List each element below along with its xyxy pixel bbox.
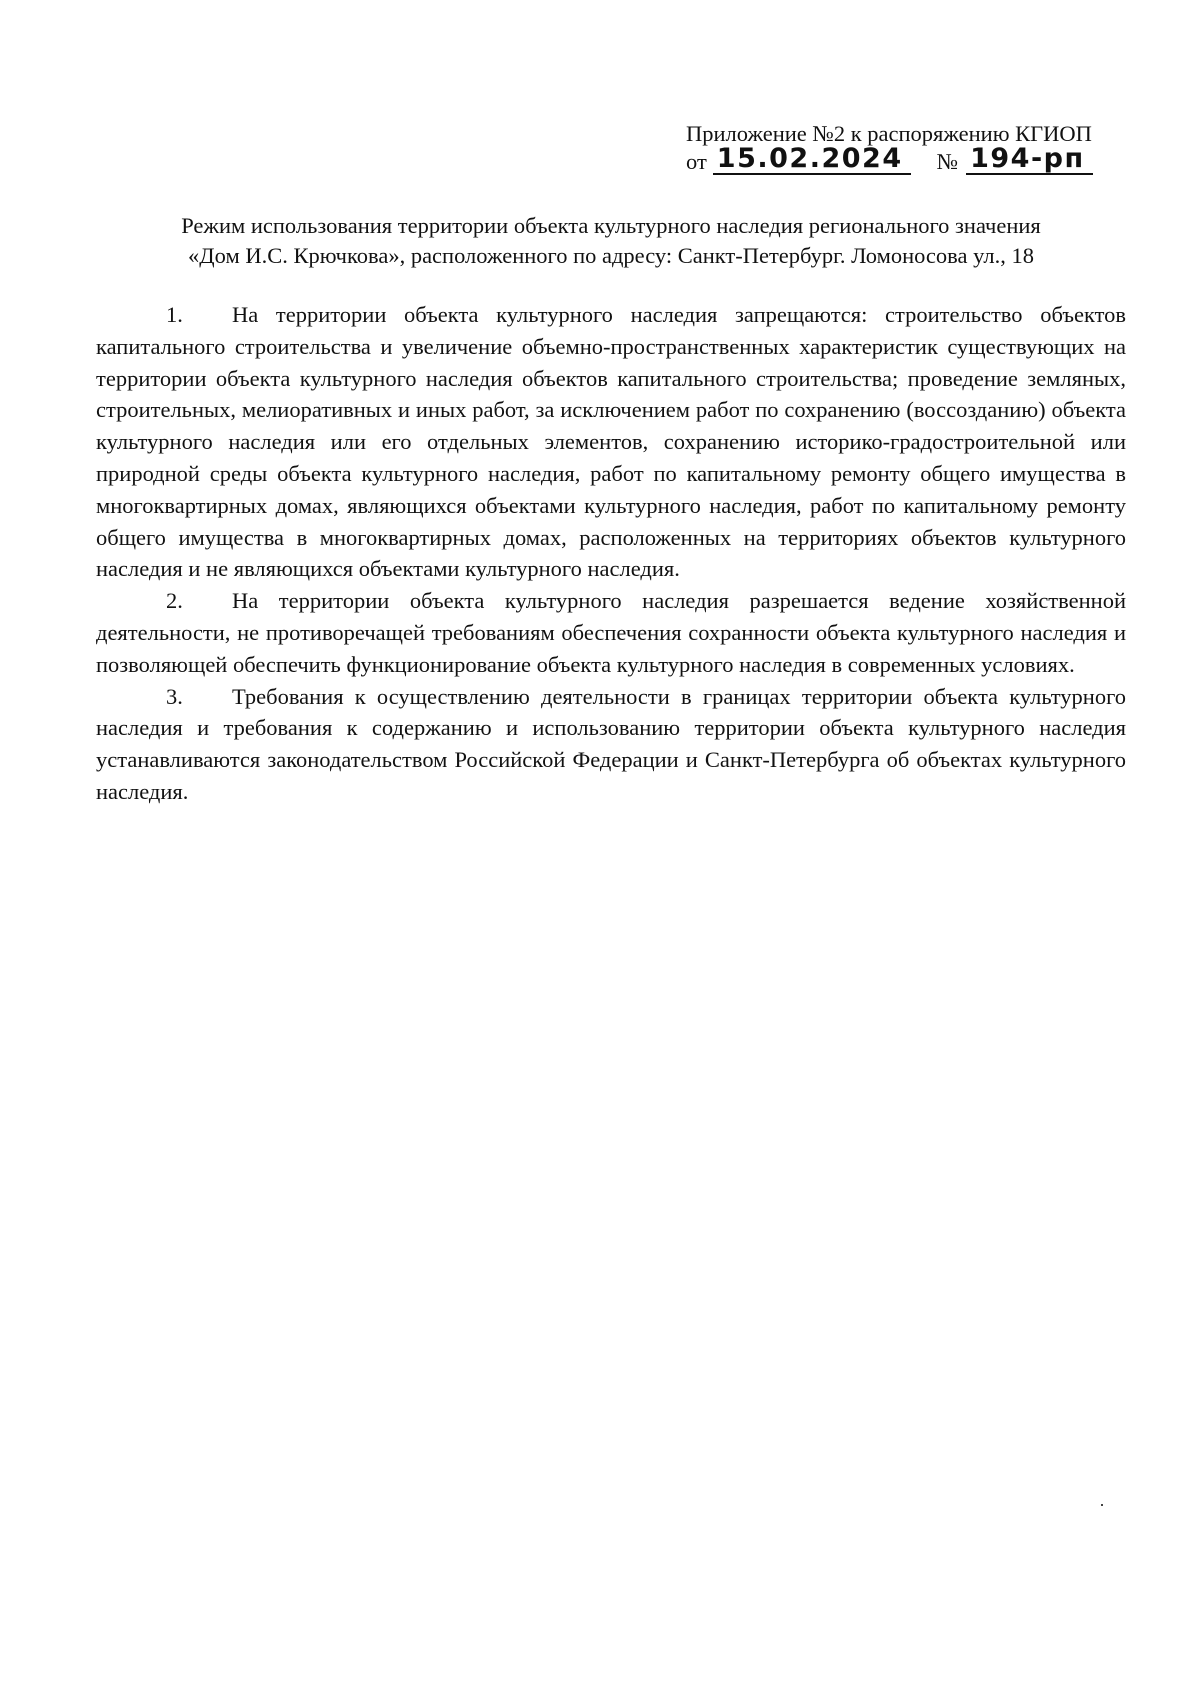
document-title xyxy=(96,211,1126,271)
paragraph-text: На территории объекта культурного наследия запрещаются: строительство объектов капитального строительства и увеличение объемно-пространственных характеристик существующих на территории объекта культурного наследия объектов капитального строительства; проведение земляных, строительных, мелиоративных и иных работ, за исключением работ по сохранению (воссозданию) объекта культурного наследия или его отдельных элементов, сохранению историко-градостроительной или природной среды объекта культурного наследия, работ по капитальному ремонту общего имущества в многоквартирных домах, являющихся объектами культурного наследия, работ по капитальному ремонту общего имущества в многоквартирных домах, расположенных на территориях объектов культурного наследия и не являющихся объектами культурного наследия. xyxy=(96,302,1126,582)
paragraph-number: 2. xyxy=(166,588,183,614)
from-label: от xyxy=(686,149,707,174)
paragraph-text: На территории объекта культурного наследия разрешается ведение хозяйственной деятельности, не противоречащей требованиям обеспечения сохранности объекта культурного наследия и позволяющей обеспечить функционирование объекта культурного наследия в современных условиях. xyxy=(96,588,1126,677)
paragraph-number: 3. xyxy=(166,683,183,709)
appendix-header xyxy=(686,120,1126,175)
order-number-handwritten: 194-рп xyxy=(966,145,1093,175)
scan-speck xyxy=(1101,1504,1103,1506)
paragraph-1 xyxy=(96,299,1126,585)
appendix-title-line: Приложение №2 к распоряжению КГИОП xyxy=(686,121,1092,146)
order-date-handwritten: 15.02.2024 xyxy=(713,145,911,175)
paragraph-text: Требования к осуществлению деятельности в границах территории объекта культурного наследия и требования к содержанию и использованию территории объекта культурного наследия устанавливаются законодательством Российской Федерации и Санкт-Петербурга об объектах культурного наследия. xyxy=(96,683,1126,804)
paragraph-3 xyxy=(96,681,1126,808)
document-title-line-2: «Дом И.С. Крючкова», расположенного по адресу: Санкт-Петербург. Ломоносова ул., 18 xyxy=(188,243,1034,268)
document-body xyxy=(96,299,1126,808)
number-label: № xyxy=(936,149,959,174)
order-reference-line xyxy=(686,145,1126,175)
document-title-line-1: Режим использования территории объекта культурного наследия регионального значения xyxy=(181,213,1041,238)
paragraph-number: 1. xyxy=(166,302,183,327)
paragraph-2 xyxy=(96,585,1126,680)
